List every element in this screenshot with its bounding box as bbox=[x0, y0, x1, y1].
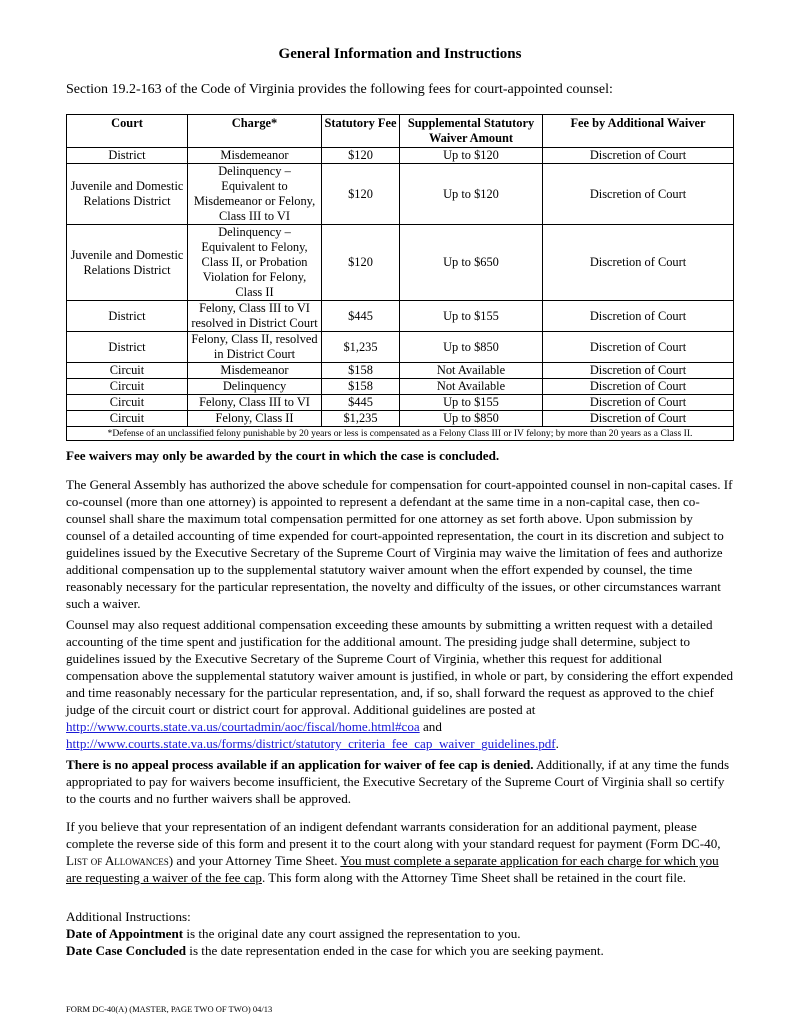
cell-statutory-fee: $120 bbox=[322, 225, 400, 301]
cell-statutory-fee: $1,235 bbox=[322, 411, 400, 427]
date-case-concluded-text: is the date representation ended in the case for which you are seeking payment. bbox=[186, 943, 604, 958]
cell-supplemental-waiver: Up to $155 bbox=[400, 301, 543, 332]
cell-charge: Felony, Class III to VI bbox=[188, 395, 322, 411]
cell-court: Circuit bbox=[67, 395, 188, 411]
cell-statutory-fee: $120 bbox=[322, 148, 400, 164]
table-row bbox=[67, 363, 734, 379]
cell-supplemental-waiver: Up to $850 bbox=[400, 411, 543, 427]
cell-court: District bbox=[67, 332, 188, 363]
cell-supplemental-waiver: Not Available bbox=[400, 379, 543, 395]
cell-charge: Felony, Class III to VI resolved in District Court bbox=[188, 301, 322, 332]
cell-supplemental-waiver: Up to $155 bbox=[400, 395, 543, 411]
date-case-concluded-line bbox=[66, 942, 734, 959]
table-row bbox=[67, 411, 734, 427]
cell-supplemental-waiver: Up to $120 bbox=[400, 164, 543, 225]
cell-statutory-fee: $120 bbox=[322, 164, 400, 225]
cell-charge: Felony, Class II bbox=[188, 411, 322, 427]
cell-court: District bbox=[67, 301, 188, 332]
date-of-appointment-line bbox=[66, 925, 734, 942]
cell-additional-waiver: Discretion of Court bbox=[543, 363, 734, 379]
header-statutory-fee: Statutory Fee bbox=[322, 115, 400, 148]
header-charge: Charge* bbox=[188, 115, 322, 148]
cell-court: Circuit bbox=[67, 363, 188, 379]
cell-additional-waiver: Discretion of Court bbox=[543, 301, 734, 332]
table-header-row bbox=[67, 115, 734, 148]
cell-statutory-fee: $158 bbox=[322, 363, 400, 379]
paragraph-no-appeal bbox=[66, 756, 734, 807]
guidelines-link-pdf[interactable]: http://www.courts.state.va.us/forms/district/statutory_criteria_fee_cap_waiver_guidelines.pdf bbox=[66, 736, 556, 751]
table-row bbox=[67, 379, 734, 395]
cell-court: Circuit bbox=[67, 379, 188, 395]
fee-waiver-notice bbox=[66, 447, 734, 464]
cell-charge: Misdemeanor bbox=[188, 148, 322, 164]
header-court: Court bbox=[67, 115, 188, 148]
cell-additional-waiver: Discretion of Court bbox=[543, 225, 734, 301]
table-footnote-row bbox=[67, 427, 734, 441]
cell-statutory-fee: $1,235 bbox=[322, 332, 400, 363]
intro-text: Section 19.2-163 of the Code of Virginia provides the following fees for court-appointed counsel: bbox=[66, 82, 613, 97]
cell-court: Juvenile and Domestic Relations District bbox=[67, 164, 188, 225]
guidelines-link-coa[interactable]: http://www.courts.state.va.us/courtadmin/aoc/fiscal/home.html#coa bbox=[66, 719, 420, 734]
list-of-allowances: List of Allowances bbox=[66, 853, 169, 868]
additional-payment-a: If you believe that your representation of an indigent defendant warrants consideration for an additional payment, please complete the reverse side of this form and present it to the court along with your standard request for payment (Form DC-40, bbox=[66, 819, 721, 851]
cell-charge: Delinquency – Equivalent to Misdemeanor or Felony, Class III to VI bbox=[188, 164, 322, 225]
table-row bbox=[67, 164, 734, 225]
table-row bbox=[67, 395, 734, 411]
cell-charge: Delinquency bbox=[188, 379, 322, 395]
header-additional-waiver: Fee by Additional Waiver bbox=[543, 115, 734, 148]
cell-supplemental-waiver: Up to $850 bbox=[400, 332, 543, 363]
header-supplemental-waiver: Supplemental Statutory Waiver Amount bbox=[400, 115, 543, 148]
no-appeal-rest: Additionally, if at any time the funds appropriated to pay for waivers become insufficient, the Executive Secretary of the Supreme Court of Virginia shall so certify to the courts and no further waivers shall be approved. bbox=[66, 757, 730, 806]
page-title: General Information and Instructions bbox=[278, 46, 522, 62]
cell-court: Juvenile and Domestic Relations District bbox=[67, 225, 188, 301]
cell-additional-waiver: Discretion of Court bbox=[543, 164, 734, 225]
separate-application-notice: You must complete a separate application for each charge for which you are requesting a waiver of the fee cap bbox=[66, 853, 719, 885]
paragraph-general-assembly: The General Assembly has authorized the above schedule for compensation for court-appointed counsel in non-capital cases. If co-counsel (more than one attorney) is appointed to represent a defendant at the same time in a non-capital case, then co-counsel shall share the maximum total compensation permitted for one attorney as set forth above. Upon submission by counsel of a detailed accounting of time expended for court-appointed representation, the court in its discretion and subject to guidelines issued by the Executive Secretary of the Supreme Court of Virginia may waive the limitation of fees and authorize additional compensation up to the supplemental statutory waiver amount when the effort expended by counsel, the time reasonably necessary for the particular representation, the novelty and difficulty of the issues, or other circumstances warrant such a waiver. bbox=[66, 477, 733, 611]
additional-instructions bbox=[66, 908, 734, 959]
date-of-appointment-text: is the original date any court assigned the representation to you. bbox=[183, 926, 521, 941]
fee-waiver-notice-text: Fee waivers may only be awarded by the court in which the case is concluded. bbox=[66, 448, 500, 463]
cell-court: Circuit bbox=[67, 411, 188, 427]
table-row bbox=[67, 148, 734, 164]
cell-statutory-fee: $445 bbox=[322, 301, 400, 332]
cell-additional-waiver: Discretion of Court bbox=[543, 395, 734, 411]
table-row bbox=[67, 332, 734, 363]
additional-payment-b: ) and your Attorney Time Sheet. bbox=[168, 853, 341, 868]
cell-court: District bbox=[67, 148, 188, 164]
additional-instructions-heading: Additional Instructions: bbox=[66, 909, 191, 924]
cell-additional-waiver: Discretion of Court bbox=[543, 148, 734, 164]
cell-charge: Misdemeanor bbox=[188, 363, 322, 379]
paragraph-additional-compensation bbox=[66, 616, 734, 752]
additional-payment-c: . This form along with the Attorney Time Sheet shall be retained in the court file. bbox=[261, 870, 687, 885]
no-appeal-bold: There is no appeal process available if an application for waiver of fee cap is denied. bbox=[66, 757, 534, 772]
period-text: . bbox=[555, 736, 559, 751]
paragraph-additional-payment bbox=[66, 818, 734, 886]
fee-table bbox=[66, 114, 734, 441]
cell-statutory-fee: $158 bbox=[322, 379, 400, 395]
cell-additional-waiver: Discretion of Court bbox=[543, 411, 734, 427]
cell-charge: Felony, Class II, resolved in District Court bbox=[188, 332, 322, 363]
table-footnote: *Defense of an unclassified felony punishable by 20 years or less is compensated as a Felony Class III or IV felony; by more than 20 years as a Class II. bbox=[67, 427, 734, 441]
cell-supplemental-waiver: Not Available bbox=[400, 363, 543, 379]
date-of-appointment-label: Date of Appointment bbox=[66, 926, 184, 941]
form-footer: FORM DC-40(A) (MASTER, PAGE TWO OF TWO) 04/13 bbox=[66, 1004, 273, 1014]
and-text: and bbox=[419, 719, 442, 734]
table-row bbox=[67, 225, 734, 301]
cell-supplemental-waiver: Up to $650 bbox=[400, 225, 543, 301]
paragraph-additional-compensation-text: Counsel may also request additional compensation exceeding these amounts by submitting a written request with a detailed accounting of the time spent and justification for the additional amount. The presiding judge shall determine, subject to guidelines issued by the Executive Secretary of the Supreme Court of Virginia, whether this request for additional compensation above the supplemental statutory waiver amount is justified, in whole or part, by considering the effort expended and time reasonably necessary for the particular representation, and, if so, shall forward the request as approved to the chief judge of the circuit court or district court for approval. Additional guidelines are posted at bbox=[66, 617, 734, 717]
cell-statutory-fee: $445 bbox=[322, 395, 400, 411]
date-case-concluded-label: Date Case Concluded bbox=[66, 943, 187, 958]
cell-additional-waiver: Discretion of Court bbox=[543, 332, 734, 363]
cell-charge: Delinquency – Equivalent to Felony, Class II, or Probation Violation for Felony, Class II bbox=[188, 225, 322, 301]
cell-supplemental-waiver: Up to $120 bbox=[400, 148, 543, 164]
table-row bbox=[67, 301, 734, 332]
cell-additional-waiver: Discretion of Court bbox=[543, 379, 734, 395]
